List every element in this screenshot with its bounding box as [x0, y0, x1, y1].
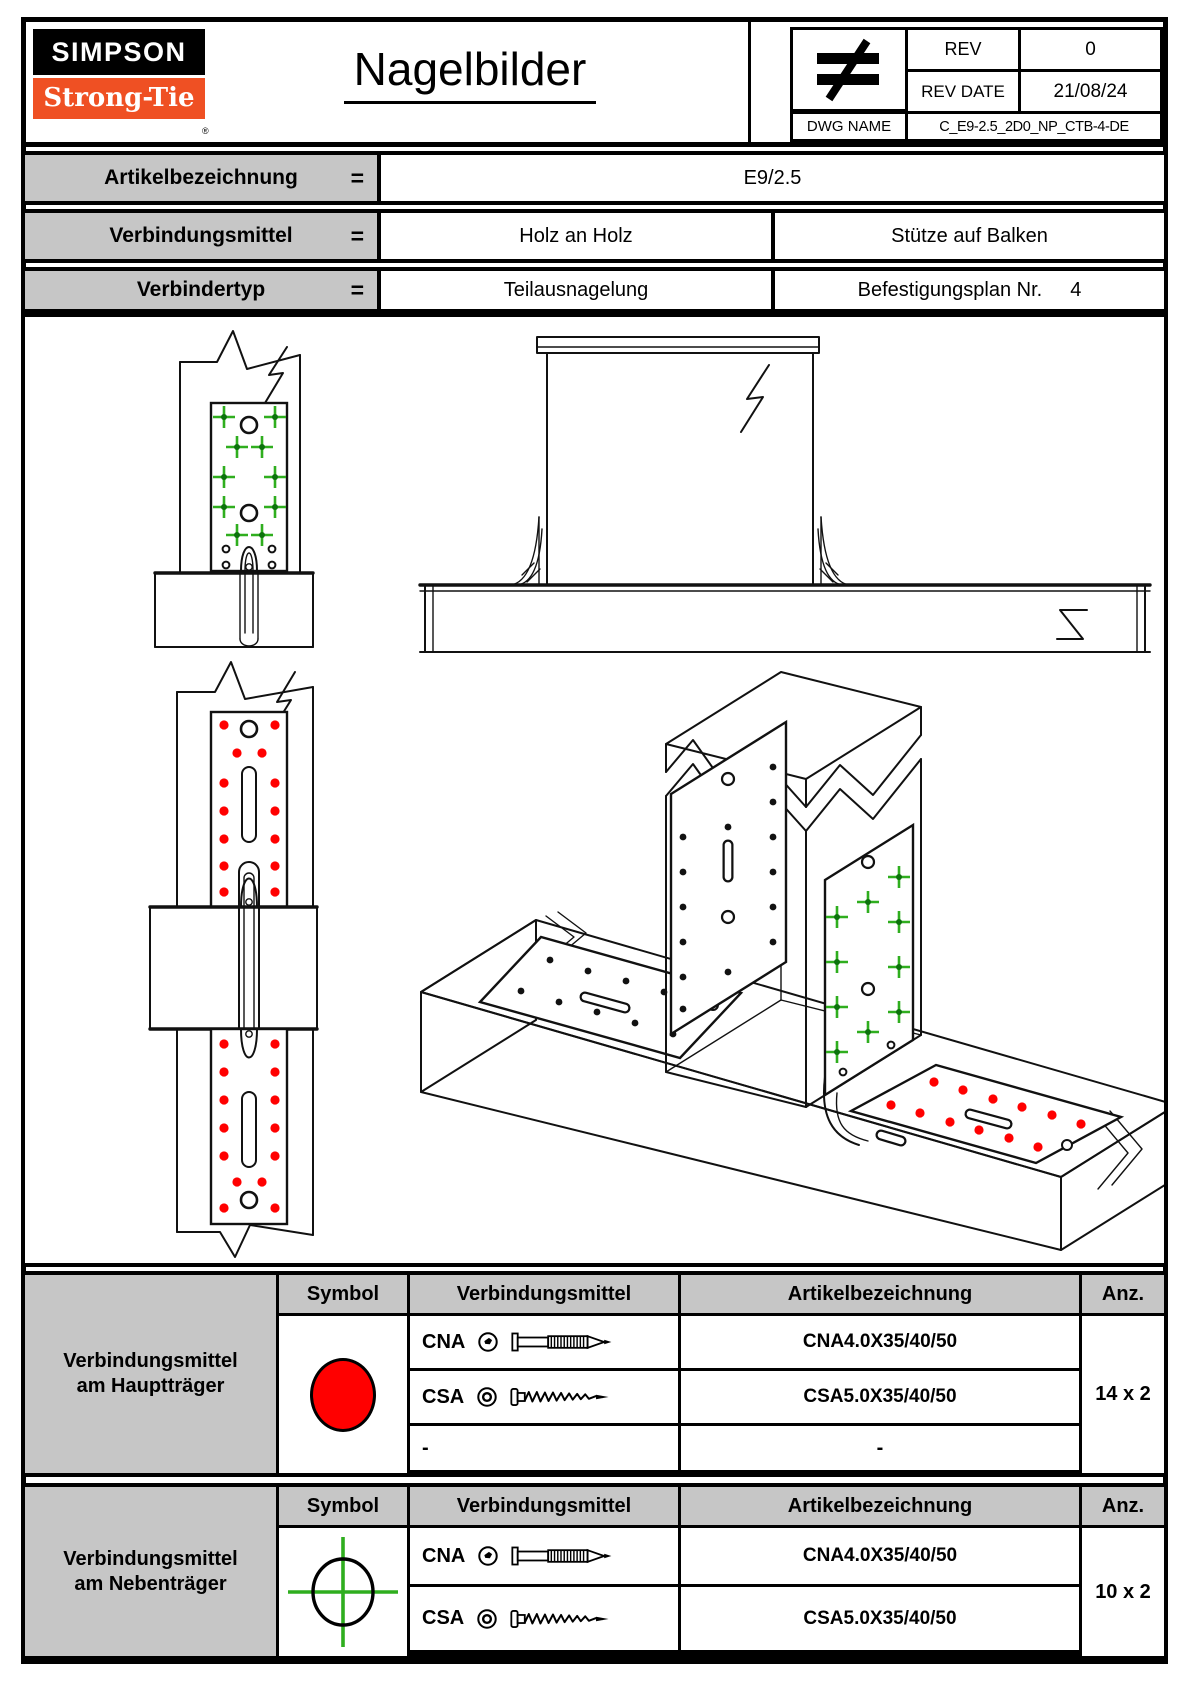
connector-type-label: Verbindertyp = [25, 271, 381, 309]
fastener-csa: CSA [410, 1587, 678, 1650]
table-row-label: Verbindungsmittel am Nebenträger [25, 1487, 276, 1656]
red-dot-icon [279, 1316, 407, 1473]
dwg-name-value: C_E9-2.5_2D0_NP_CTB-4-DE [905, 111, 1163, 142]
equals-sign: = [350, 276, 364, 303]
csa-head-icon [476, 1386, 498, 1408]
drawing-area [21, 313, 1168, 1267]
col-header-symbol: Symbol [279, 1487, 407, 1525]
article-empty: - [681, 1426, 1079, 1470]
info-row-article [21, 151, 1168, 205]
connector-type-value: Teilausnagelung [381, 271, 775, 309]
fastener-empty: - [410, 1426, 678, 1470]
article-csa: CSA5.0X35/40/50 [681, 1371, 1079, 1423]
article-cna: CNA4.0X35/40/50 [681, 1316, 1079, 1368]
logo-strongtie: Strong-Tie [33, 78, 205, 119]
front-view-drawing [155, 331, 313, 647]
article-csa: CSA5.0X35/40/50 [681, 1587, 1079, 1650]
col-header-fastener: Verbindungsmittel [410, 1275, 678, 1313]
not-equal-icon [790, 27, 908, 112]
col-header-qty: Anz. [1082, 1275, 1164, 1313]
cna-head-icon [477, 1331, 499, 1353]
page-title: Nagelbilder [254, 42, 686, 104]
cna-head-icon [477, 1545, 499, 1567]
fastener-cna: CNA [410, 1316, 678, 1368]
fastener-value-1: Holz an Holz [381, 213, 775, 259]
col-header-article: Artikelbezeichnung [681, 1487, 1079, 1525]
col-header-fastener: Verbindungsmittel [410, 1487, 678, 1525]
article-value: E9/2.5 [743, 166, 802, 189]
quantity-secondary: 10 x 2 [1082, 1528, 1164, 1656]
side-view-drawing [150, 662, 317, 1257]
article-cna: CNA4.0X35/40/50 [681, 1528, 1079, 1584]
fastener-cna: CNA [410, 1528, 678, 1584]
fastener-table-secondary-member [21, 1483, 1168, 1660]
equals-sign: = [350, 164, 364, 191]
registered-mark: ® [202, 126, 209, 136]
green-crosshair-icon [279, 1528, 407, 1656]
col-header-symbol: Symbol [279, 1275, 407, 1313]
nail-icon [511, 1331, 623, 1353]
isometric-view-drawing [421, 672, 1164, 1250]
fastener-label: Verbindungsmittel = [25, 213, 381, 259]
equals-sign: = [350, 222, 364, 249]
quantity-main: 14 x 2 [1082, 1316, 1164, 1473]
title-block [21, 17, 1168, 147]
fixing-plan: Befestigungsplan Nr. 4 [857, 278, 1082, 301]
dwg-name-label: DWG NAME [790, 111, 908, 142]
info-row-fastener [21, 209, 1168, 263]
header-divider [748, 22, 751, 142]
rev-date-label: REV DATE [905, 69, 1021, 114]
technical-drawing [25, 317, 1164, 1263]
csa-head-icon [476, 1608, 498, 1630]
elevation-view-drawing [420, 337, 1150, 652]
fastener-csa: CSA [410, 1371, 678, 1423]
fastener-table-main-member [21, 1271, 1168, 1477]
fixing-plan-number: 4 [1070, 278, 1082, 301]
col-header-qty: Anz. [1082, 1487, 1164, 1525]
rev-date-value: 21/08/24 [1018, 69, 1163, 114]
info-row-connector-type [21, 267, 1168, 313]
rev-value: 0 [1018, 27, 1163, 72]
rev-label: REV [905, 27, 1021, 72]
fastener-value-2: Stütze auf Balken [891, 224, 1048, 247]
col-header-article: Artikelbezeichnung [681, 1275, 1079, 1313]
article-label: Artikelbezeichnung = [25, 155, 381, 201]
simpson-strongtie-logo [33, 29, 205, 119]
logo-simpson: SIMPSON [33, 29, 205, 75]
table-row-label: Verbindungsmittel am Hauptträger [25, 1275, 276, 1473]
screw-icon [510, 1608, 622, 1630]
nail-icon [511, 1545, 623, 1567]
screw-icon [510, 1386, 622, 1408]
